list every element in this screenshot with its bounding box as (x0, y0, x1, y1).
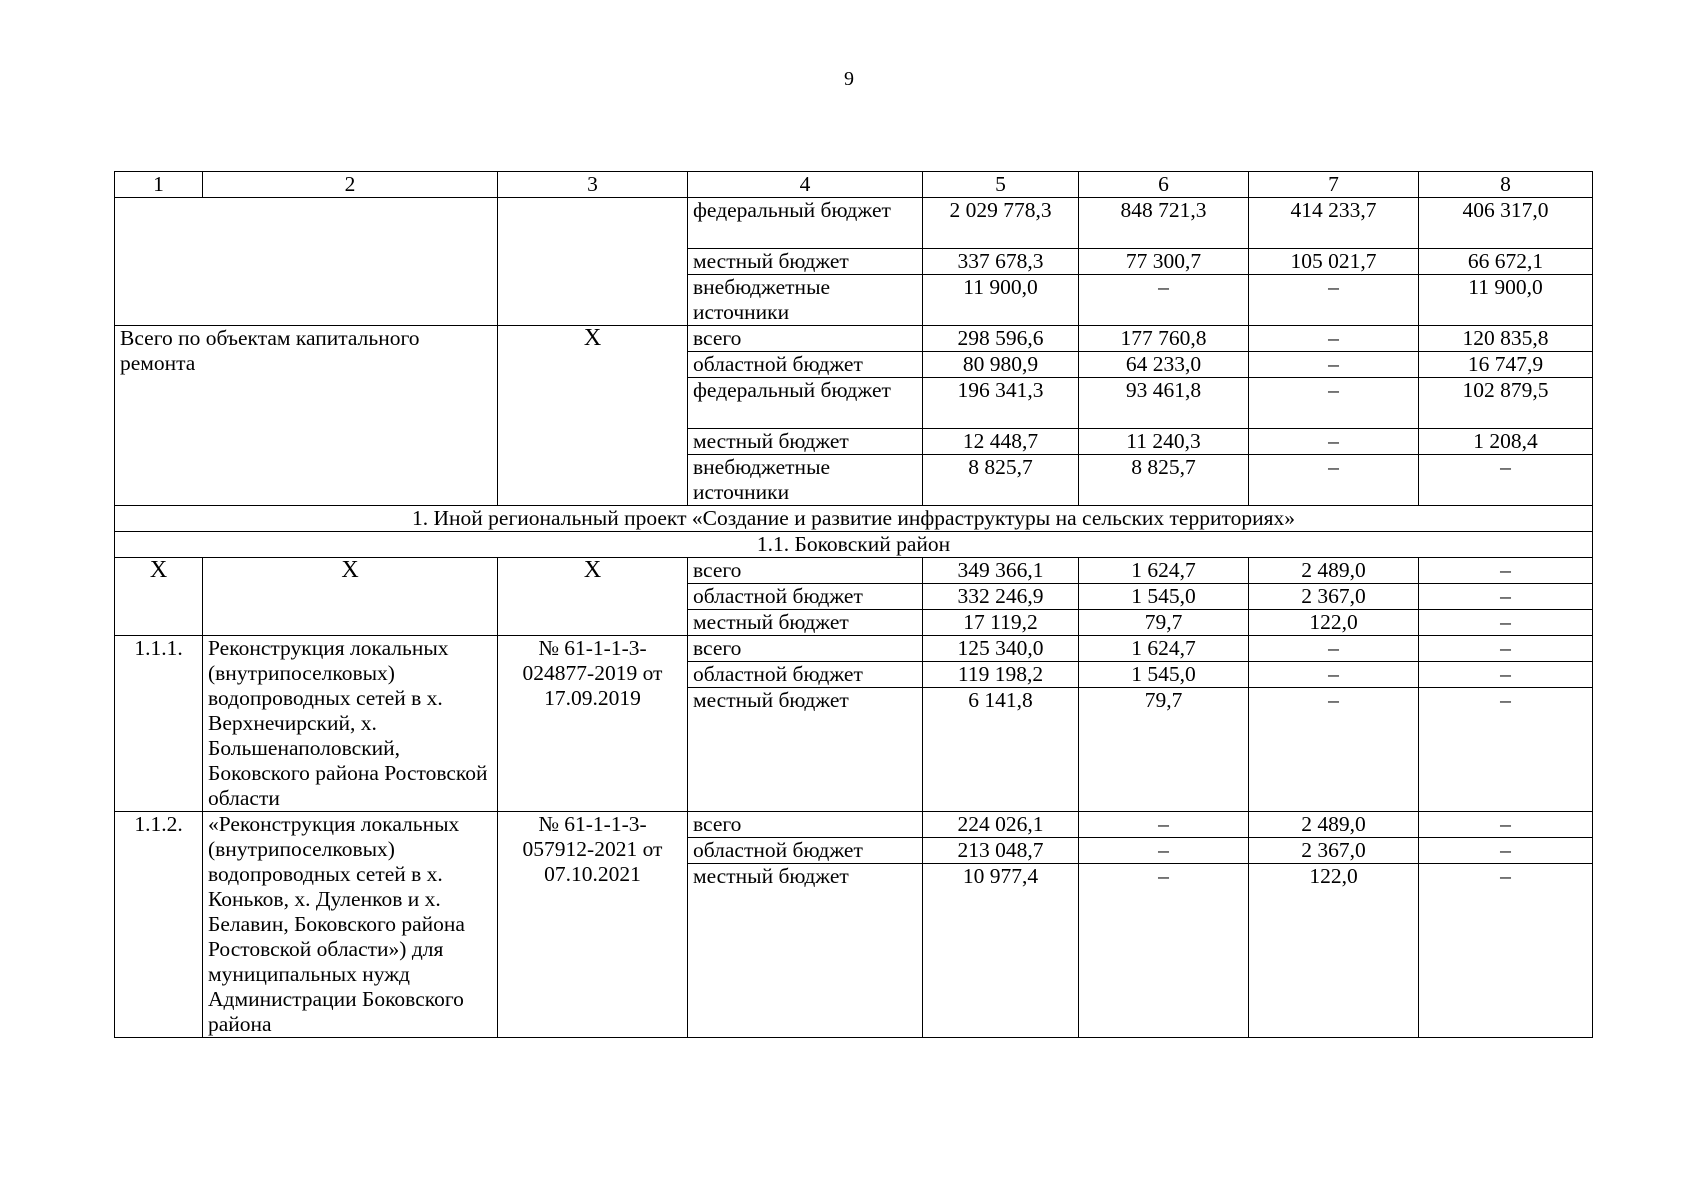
value-cell: 337 678,3 (923, 249, 1079, 275)
value-cell: 10 977,4 (923, 864, 1079, 1038)
value-cell: 1 624,7 (1079, 636, 1249, 662)
value-cell: 414 233,7 (1249, 198, 1419, 249)
header-cell: 6 (1079, 172, 1249, 198)
value-cell: 16 747,9 (1419, 352, 1593, 378)
object-name-cell: «Реконструкция локальных (внутрипоселковых) водопроводных сетей в х. Коньков, х. Дуленков и х. Белавин, Боковского района Ростовской области») для муниципальных нужд Администрации Боковского района (203, 812, 498, 1038)
subsection-title: 1.1. Боковский район (115, 532, 1593, 558)
value-cell: – (1419, 812, 1593, 838)
value-cell: 2 367,0 (1249, 838, 1419, 864)
value-cell: 2 367,0 (1249, 584, 1419, 610)
source-cell: областной бюджет (688, 352, 923, 378)
value-cell: – (1419, 864, 1593, 1038)
value-cell: 17 119,2 (923, 610, 1079, 636)
value-cell: 102 879,5 (1419, 378, 1593, 429)
value-cell: 224 026,1 (923, 812, 1079, 838)
source-cell: местный бюджет (688, 610, 923, 636)
table-row (115, 326, 1593, 352)
value-cell: 11 900,0 (923, 275, 1079, 326)
source-cell: всего (688, 558, 923, 584)
value-cell: 1 624,7 (1079, 558, 1249, 584)
value-cell: 93 461,8 (1079, 378, 1249, 429)
value-cell: 105 021,7 (1249, 249, 1419, 275)
value-cell: – (1249, 429, 1419, 455)
value-cell: 2 489,0 (1249, 812, 1419, 838)
value-cell: – (1249, 688, 1419, 812)
x-mark-cell: Х (498, 558, 688, 636)
source-cell: областной бюджет (688, 662, 923, 688)
value-cell: 8 825,7 (923, 455, 1079, 506)
value-cell: 122,0 (1249, 610, 1419, 636)
value-cell: – (1419, 662, 1593, 688)
value-cell: – (1419, 558, 1593, 584)
value-cell: 177 760,8 (1079, 326, 1249, 352)
value-cell: – (1419, 838, 1593, 864)
value-cell: – (1249, 455, 1419, 506)
table-row (115, 558, 1593, 584)
subsection-title-row (115, 532, 1593, 558)
x-mark-cell: Х (115, 558, 203, 636)
empty-cell (115, 198, 498, 326)
table-row (115, 636, 1593, 662)
value-cell: 2 029 778,3 (923, 198, 1079, 249)
header-cell: 4 (688, 172, 923, 198)
value-cell: – (1419, 455, 1593, 506)
value-cell: 6 141,8 (923, 688, 1079, 812)
value-cell: 298 596,6 (923, 326, 1079, 352)
value-cell: 66 672,1 (1419, 249, 1593, 275)
value-cell: – (1079, 864, 1249, 1038)
item-number-cell: 1.1.1. (115, 636, 203, 812)
source-cell: внебюджетные источники (688, 275, 923, 326)
value-cell: – (1249, 378, 1419, 429)
budget-table (114, 171, 1593, 1038)
value-cell: 349 366,1 (923, 558, 1079, 584)
header-cell: 8 (1419, 172, 1593, 198)
source-cell: областной бюджет (688, 584, 923, 610)
value-cell: 79,7 (1079, 610, 1249, 636)
x-mark-cell: Х (203, 558, 498, 636)
value-cell: – (1249, 636, 1419, 662)
table-row (115, 812, 1593, 838)
value-cell: 406 317,0 (1419, 198, 1593, 249)
section-title: 1. Иной региональный проект «Создание и развитие инфраструктуры на сельских территориях» (115, 506, 1593, 532)
value-cell: 848 721,3 (1079, 198, 1249, 249)
value-cell: – (1419, 584, 1593, 610)
value-cell: 8 825,7 (1079, 455, 1249, 506)
source-cell: федеральный бюджет (688, 378, 923, 429)
value-cell: – (1249, 662, 1419, 688)
header-cell: 3 (498, 172, 688, 198)
header-cell: 7 (1249, 172, 1419, 198)
value-cell: 120 835,8 (1419, 326, 1593, 352)
source-cell: всего (688, 812, 923, 838)
value-cell: 1 545,0 (1079, 584, 1249, 610)
source-cell: федеральный бюджет (688, 198, 923, 249)
value-cell: 11 900,0 (1419, 275, 1593, 326)
source-cell: всего (688, 636, 923, 662)
source-cell: внебюджетные источники (688, 455, 923, 506)
value-cell: 12 448,7 (923, 429, 1079, 455)
table-row (115, 198, 1593, 249)
value-cell: 79,7 (1079, 688, 1249, 812)
item-number-cell: 1.1.2. (115, 812, 203, 1038)
total-label-cell: Всего по объектам капитального ремонта (115, 326, 498, 506)
source-cell: местный бюджет (688, 429, 923, 455)
source-cell: местный бюджет (688, 688, 923, 812)
value-cell: – (1249, 275, 1419, 326)
value-cell: 1 545,0 (1079, 662, 1249, 688)
source-cell: местный бюджет (688, 249, 923, 275)
page-number: 9 (844, 68, 854, 90)
value-cell: 125 340,0 (923, 636, 1079, 662)
header-cell: 5 (923, 172, 1079, 198)
source-cell: областной бюджет (688, 838, 923, 864)
value-cell: – (1419, 636, 1593, 662)
value-cell: 77 300,7 (1079, 249, 1249, 275)
value-cell: 213 048,7 (923, 838, 1079, 864)
section-title-row (115, 506, 1593, 532)
value-cell: 119 198,2 (923, 662, 1079, 688)
value-cell: – (1419, 610, 1593, 636)
value-cell: 332 246,9 (923, 584, 1079, 610)
value-cell: – (1249, 352, 1419, 378)
value-cell: – (1419, 688, 1593, 812)
value-cell: 1 208,4 (1419, 429, 1593, 455)
value-cell: – (1079, 812, 1249, 838)
object-name-cell: Реконструкция локальных (внутрипоселковых) водопроводных сетей в х. Верхнечирский, х. Большенаполовский, Боковского района Ростовской области (203, 636, 498, 812)
source-cell: местный бюджет (688, 864, 923, 1038)
source-cell: всего (688, 326, 923, 352)
value-cell: 11 240,3 (1079, 429, 1249, 455)
header-cell: 2 (203, 172, 498, 198)
value-cell: 2 489,0 (1249, 558, 1419, 584)
value-cell: – (1079, 275, 1249, 326)
document-number-cell: № 61-1-1-3-024877-2019 от 17.09.2019 (498, 636, 688, 812)
value-cell: – (1249, 326, 1419, 352)
document-number-cell: № 61-1-1-3-057912-2021 от 07.10.2021 (498, 812, 688, 1038)
x-mark-cell: Х (498, 326, 688, 506)
empty-cell (498, 198, 688, 326)
value-cell: 196 341,3 (923, 378, 1079, 429)
value-cell: – (1079, 838, 1249, 864)
column-number-row (115, 172, 1593, 198)
header-cell: 1 (115, 172, 203, 198)
value-cell: 80 980,9 (923, 352, 1079, 378)
value-cell: 64 233,0 (1079, 352, 1249, 378)
value-cell: 122,0 (1249, 864, 1419, 1038)
